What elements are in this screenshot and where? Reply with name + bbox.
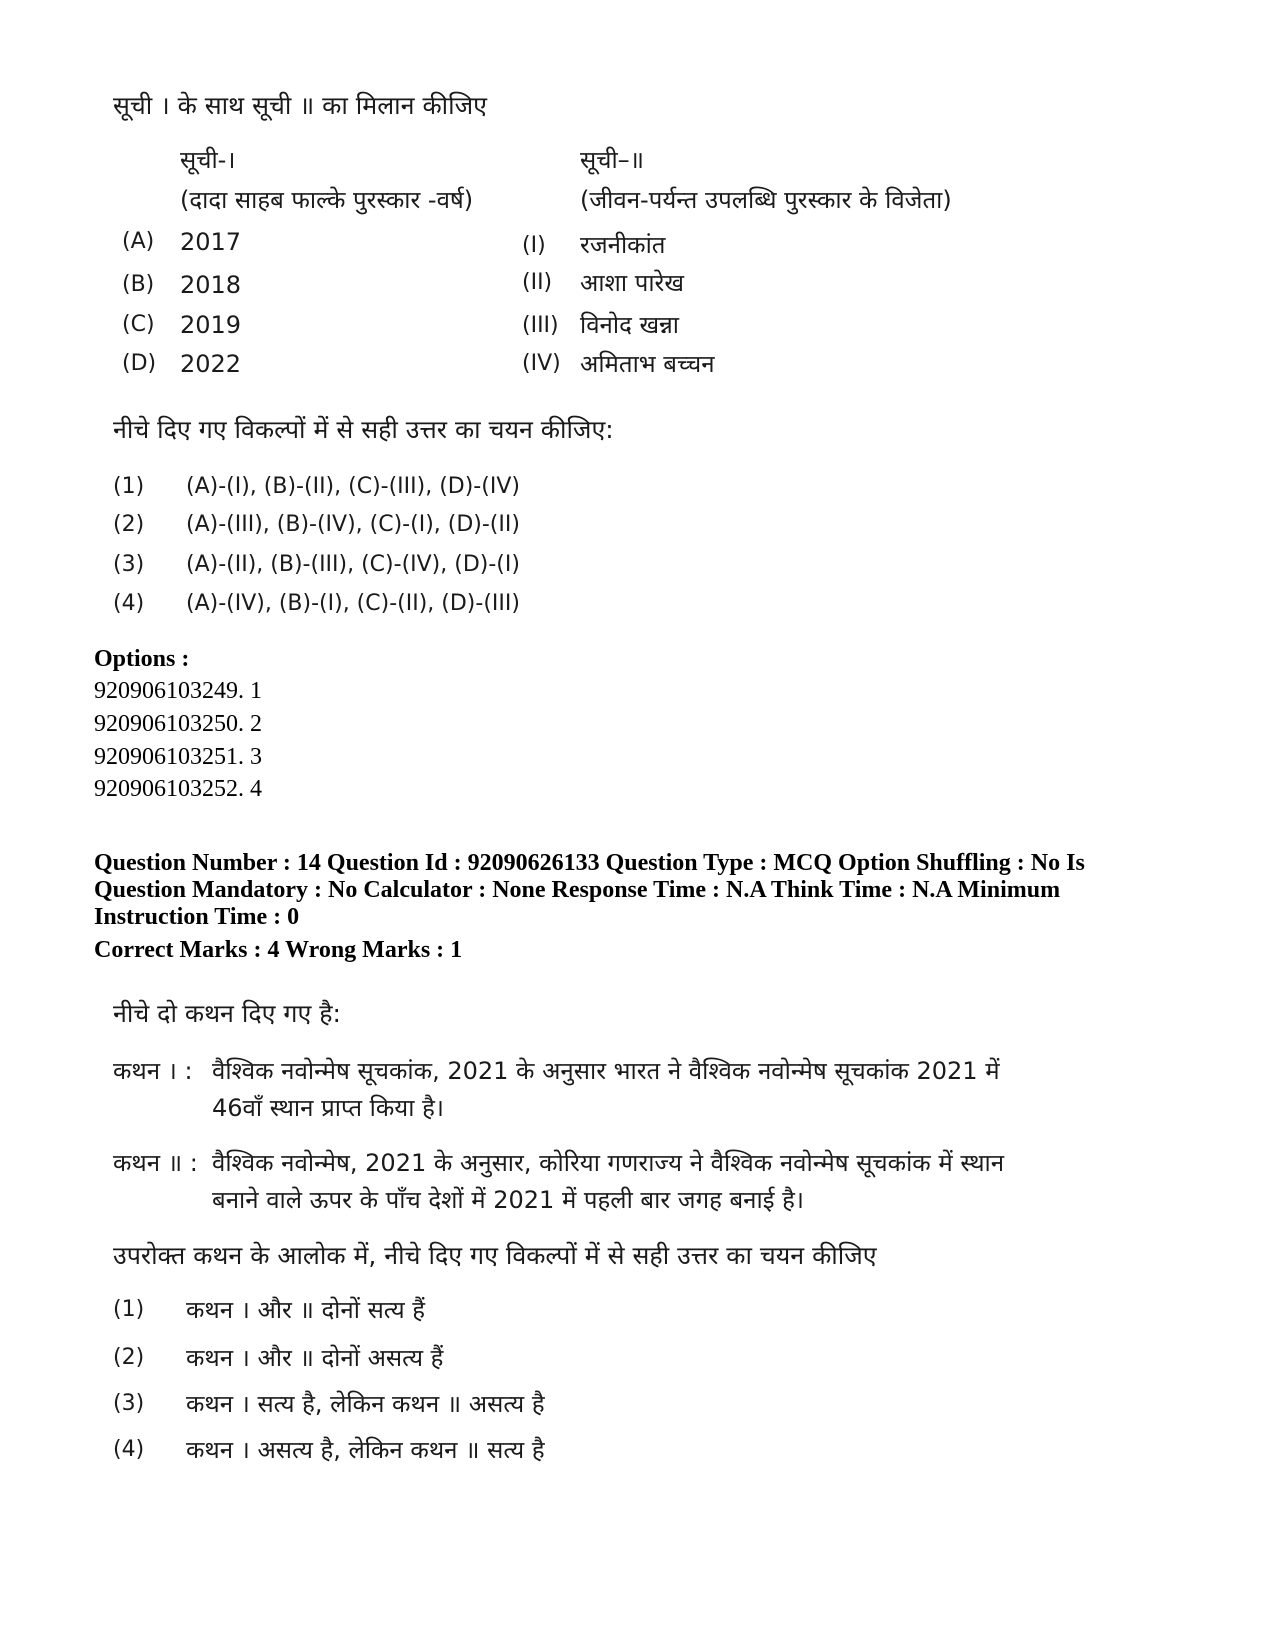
list2-item-text: आशा पारेख bbox=[580, 269, 684, 297]
option-item: 920906103251. 3 bbox=[94, 744, 262, 770]
list1-item-text: 2018 bbox=[180, 271, 242, 299]
q14-choice-text: कथन । और ॥ दोनों असत्य हैं bbox=[186, 1344, 444, 1372]
q14-marks: Correct Marks : 4 Wrong Marks : 1 bbox=[94, 937, 463, 963]
option-item: 920906103250. 2 bbox=[94, 711, 262, 737]
q14-choice-num: (4) bbox=[113, 1437, 145, 1462]
list1-item-label: (C) bbox=[122, 312, 155, 337]
list1-item-text: 2017 bbox=[180, 228, 242, 256]
q13-choice-text: (A)-(I), (B)-(II), (C)-(III), (D)-(IV) bbox=[186, 474, 520, 499]
list1-item-text: 2022 bbox=[180, 350, 242, 378]
list2-item-label: (III) bbox=[522, 313, 559, 338]
list1-title: सूची-। bbox=[180, 146, 236, 174]
options-heading: Options : bbox=[94, 646, 190, 672]
q14-meta-line: Instruction Time : 0 bbox=[94, 904, 300, 930]
statement2-line: वैश्विक नवोन्मेष, 2021 के अनुसार, कोरिया गणराज्य ने वैश्विक नवोन्मेष सूचकांक में स्थान bbox=[212, 1149, 1005, 1177]
q13-choice-num: (2) bbox=[113, 512, 145, 537]
q13-choice-text: (A)-(II), (B)-(III), (C)-(IV), (D)-(I) bbox=[186, 552, 520, 577]
q13-choice-num: (3) bbox=[113, 552, 145, 577]
list2-item-text: रजनीकांत bbox=[580, 231, 666, 259]
statement1-label: कथन । : bbox=[113, 1057, 193, 1085]
q14-choice-num: (2) bbox=[113, 1345, 145, 1370]
q14-choice-num: (3) bbox=[113, 1391, 145, 1416]
statement2-label: कथन ॥ : bbox=[113, 1149, 198, 1177]
q13-choice-num: (4) bbox=[113, 591, 145, 616]
q14-choice-num: (1) bbox=[113, 1297, 145, 1322]
q13-choose-prompt: नीचे दिए गए विकल्पों में से सही उत्तर का चयन कीजिए: bbox=[113, 415, 614, 444]
list2-subtitle: (जीवन-पर्यन्त उपलब्धि पुरस्कार के विजेता) bbox=[580, 186, 952, 214]
q13-choice-num: (1) bbox=[113, 474, 145, 499]
q14-choice-text: कथन । सत्य है, लेकिन कथन ॥ असत्य है bbox=[186, 1390, 545, 1418]
option-item: 920906103252. 4 bbox=[94, 776, 262, 802]
list2-item-text: विनोद खन्ना bbox=[580, 311, 679, 339]
q14-prompt: उपरोक्त कथन के आलोक में, नीचे दिए गए विकल्पों में से सही उत्तर का चयन कीजिए bbox=[113, 1241, 877, 1270]
statement2-line: बनाने वाले ऊपर के पाँच देशों में 2021 में पहली बार जगह बनाई है। bbox=[212, 1186, 804, 1214]
statement1-line: वैश्विक नवोन्मेष सूचकांक, 2021 के अनुसार भारत ने वैश्विक नवोन्मेष सूचकांक 2021 में bbox=[212, 1057, 1000, 1085]
q14-choice-text: कथन । और ॥ दोनों सत्य हैं bbox=[186, 1296, 426, 1324]
list1-item-label: (D) bbox=[122, 351, 157, 376]
q13-instruction: सूची । के साथ सूची ॥ का मिलान कीजिए bbox=[113, 91, 488, 120]
list2-item-label: (IV) bbox=[522, 351, 561, 376]
list2-item-label: (II) bbox=[522, 270, 553, 295]
statement1-line: 46वाँ स्थान प्राप्त किया है। bbox=[212, 1094, 444, 1122]
list2-title: सूची–॥ bbox=[580, 146, 645, 174]
q13-choice-text: (A)-(III), (B)-(IV), (C)-(I), (D)-(II) bbox=[186, 512, 520, 537]
q14-meta-line: Question Number : 14 Question Id : 92090626133 Question Type : MCQ Option Shuffling : No Is bbox=[94, 850, 1085, 876]
q14-intro: नीचे दो कथन दिए गए है: bbox=[113, 999, 341, 1028]
q14-meta-line: Question Mandatory : No Calculator : None Response Time : N.A Think Time : N.A Minimum bbox=[94, 877, 1061, 903]
list1-item-text: 2019 bbox=[180, 311, 242, 339]
q13-choice-text: (A)-(IV), (B)-(I), (C)-(II), (D)-(III) bbox=[186, 591, 520, 616]
list1-item-label: (B) bbox=[122, 272, 155, 297]
list2-item-text: अमिताभ बच्चन bbox=[580, 350, 715, 378]
list1-subtitle: (दादा साहब फाल्के पुरस्कार -वर्ष) bbox=[180, 186, 474, 214]
option-item: 920906103249. 1 bbox=[94, 678, 262, 704]
q14-choice-text: कथन । असत्य है, लेकिन कथन ॥ सत्य है bbox=[186, 1436, 545, 1464]
list1-item-label: (A) bbox=[122, 229, 155, 254]
list2-item-label: (I) bbox=[522, 233, 546, 258]
